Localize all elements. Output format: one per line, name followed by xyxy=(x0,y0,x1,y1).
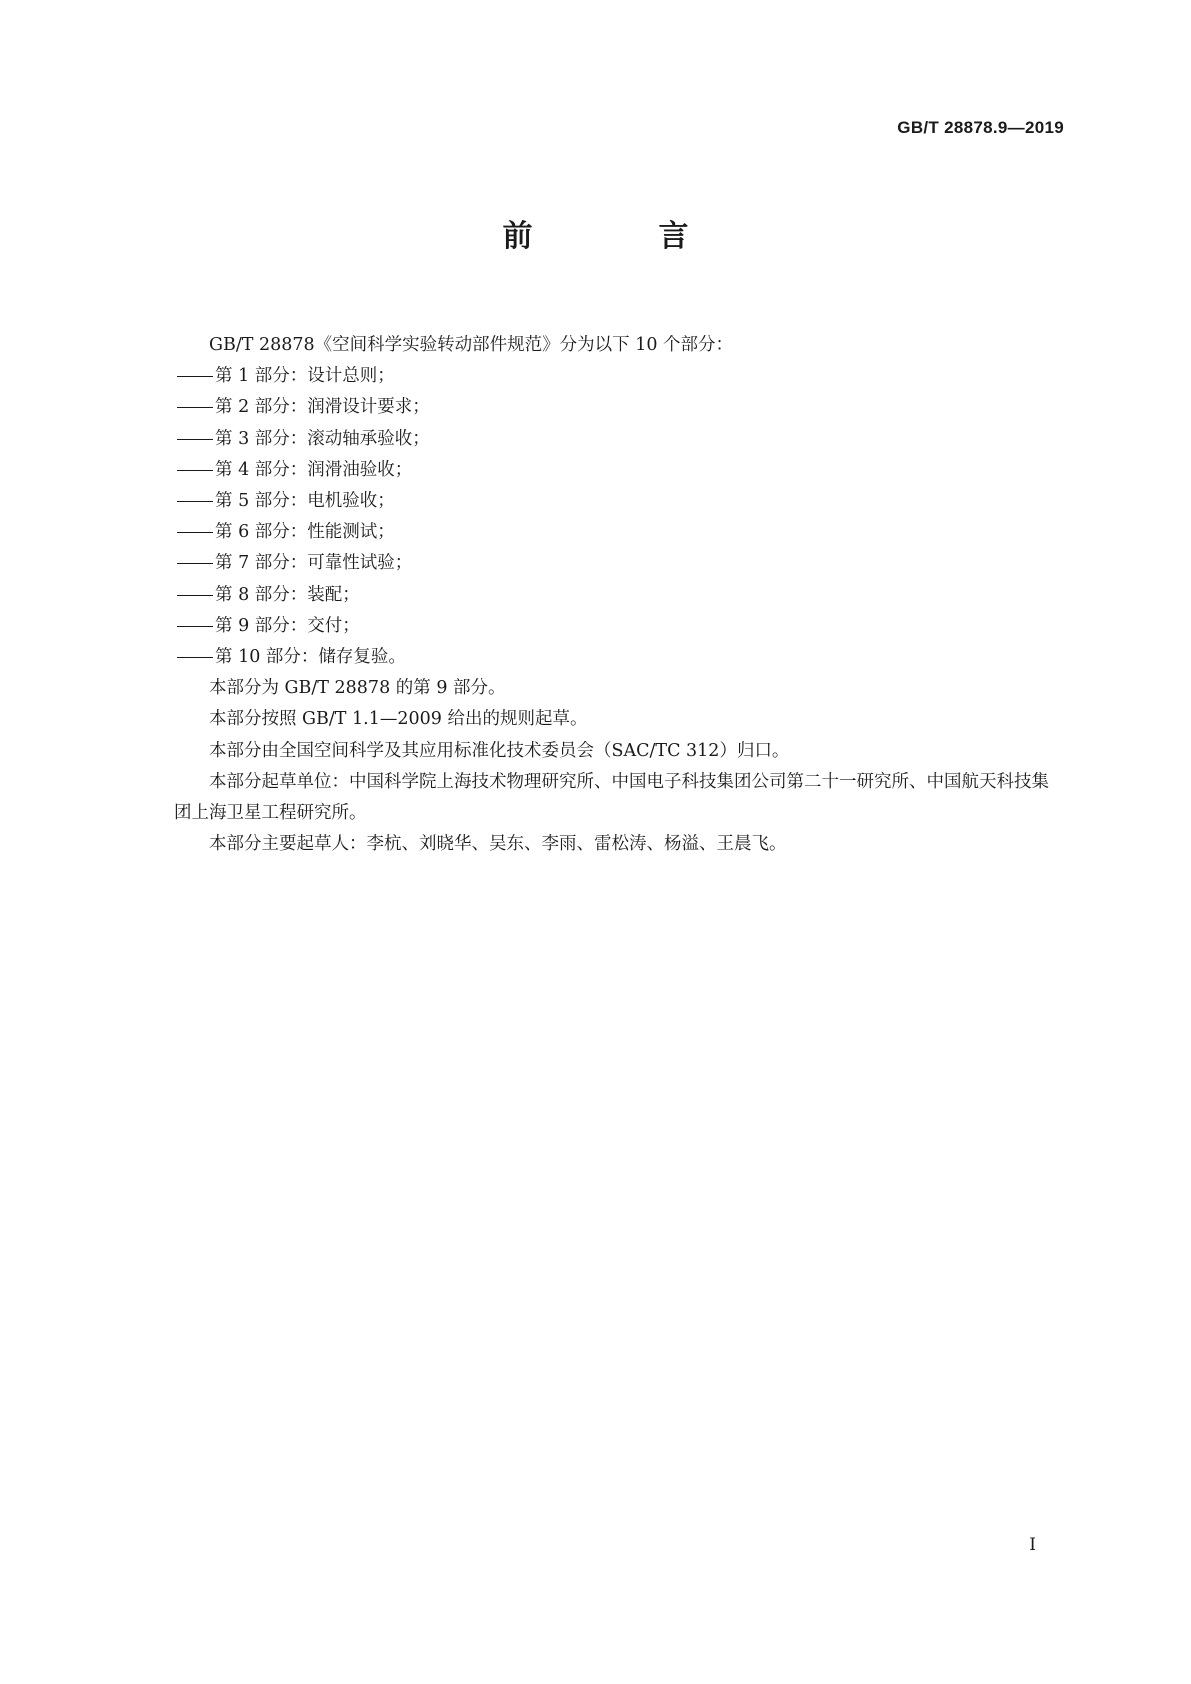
list-item: 第 4 部分：润滑油验收； xyxy=(174,455,1064,486)
drafting-rules: 本部分按照 GB/T 1.1—2009 给出的规则起草。 xyxy=(209,709,588,730)
list-item: 第 2 部分：润滑设计要求； xyxy=(174,392,1064,423)
dash-mark xyxy=(177,376,213,377)
list-item: 第 7 部分：可靠性试验； xyxy=(174,548,1064,579)
dash-mark xyxy=(177,407,213,408)
drafters: 本部分主要起草人：李杭、刘晓华、吴东、李雨、雷松涛、杨溢、王晨飞。 xyxy=(209,834,787,855)
intro-paragraph: GB/T 28878《空间科学实验转动部件规范》分为以下 10 个部分： xyxy=(209,335,734,355)
dash-mark xyxy=(177,501,213,502)
list-item: 第 10 部分：储存复验。 xyxy=(174,642,1064,673)
dash-mark xyxy=(177,657,213,658)
standard-code: GB/T 28878.9—2019 xyxy=(897,118,1064,137)
dash-mark xyxy=(177,595,213,596)
dash-mark xyxy=(177,563,213,564)
page-title: 前 言 xyxy=(502,219,737,254)
dash-mark xyxy=(177,532,213,533)
dash-mark xyxy=(177,439,213,440)
drafting-organizations: 本部分起草单位：中国科学院上海技术物理研究所、中国电子科技集团公司第二十一研究所、中国航天科技集团上海卫星工程研究所。 xyxy=(174,771,1049,824)
dash-mark xyxy=(177,470,213,471)
list-item: 第 6 部分：性能测试； xyxy=(174,517,1064,548)
preface-body xyxy=(174,330,1064,860)
list-item: 第 5 部分：电机验收； xyxy=(174,486,1064,517)
dash-mark xyxy=(177,626,213,627)
page-number: I xyxy=(1029,1535,1036,1555)
parts-list xyxy=(174,361,1064,673)
list-item: 第 9 部分：交付； xyxy=(174,611,1064,642)
list-item: 第 3 部分：滚动轴承验收； xyxy=(174,424,1064,455)
list-item: 第 8 部分：装配； xyxy=(174,580,1064,611)
list-item: 第 1 部分：设计总则； xyxy=(174,361,1064,392)
responsible-committee: 本部分由全国空间科学及其应用标准化技术委员会（SAC/TC 312）归口。 xyxy=(209,740,790,761)
part-statement: 本部分为 GB/T 28878 的第 9 部分。 xyxy=(209,678,506,699)
